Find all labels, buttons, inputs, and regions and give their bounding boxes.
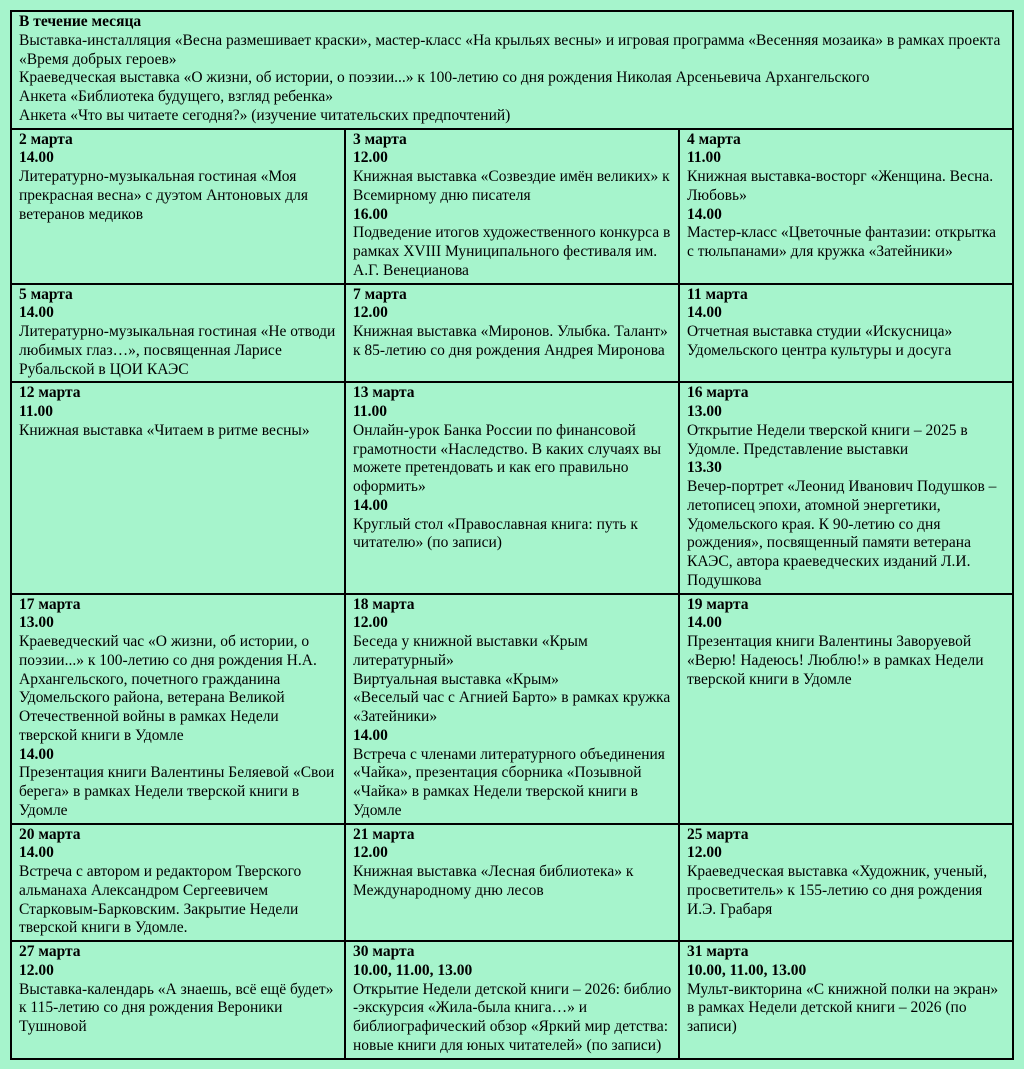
event-description: Литературно-музыкальная гостиная «Не отводи любимых глаз…», посвященная Ларисе Рубальской в ЦОИ КАЭС bbox=[19, 323, 336, 378]
day-cell bbox=[679, 941, 1013, 1059]
calendar-row bbox=[11, 382, 1013, 593]
calendar-row bbox=[11, 129, 1013, 284]
month-event-line: Анкета «Что вы читаете сегодня?» (изучение читательских предпочтений) bbox=[19, 106, 511, 124]
event-time: 12.00 bbox=[353, 149, 388, 167]
event-description: Книжная выставка «Миронов. Улыбка. Талант» к 85-летию со дня рождения Андрея Миронова bbox=[353, 323, 668, 359]
event-description: Встреча с членами литературного объединения «Чайка», презентация сборника «Позывной «Чайка» в рамках Недели тверской книги в Удомле bbox=[353, 745, 665, 819]
day-cell bbox=[345, 824, 679, 942]
day-cell bbox=[679, 824, 1013, 942]
day-cell bbox=[11, 284, 345, 383]
event-description: Подведение итогов художественного конкурса в рамках XVIII Муниципального фестиваля им. А.Г. Венецианова bbox=[353, 224, 671, 279]
event-description: Презентация книги Валентины Беляевой «Свои берега» в рамках Недели тверской книги в Удомле bbox=[19, 764, 335, 819]
calendar-row bbox=[11, 284, 1013, 383]
day-cell bbox=[679, 594, 1013, 824]
day-cell bbox=[11, 129, 345, 284]
events-table bbox=[10, 10, 1014, 1060]
event-time: 12.00 bbox=[19, 961, 54, 979]
event-description: Мастер-класс «Цветочные фантазии: открытка с тюльпанами» для кружка «Затейники» bbox=[687, 224, 997, 260]
day-date: 30 марта bbox=[353, 943, 415, 960]
event-time: 11.00 bbox=[353, 403, 388, 420]
month-header-row bbox=[11, 11, 1013, 129]
event-time: 12.00 bbox=[353, 304, 388, 322]
event-description: Вечер-портрет «Леонид Иванович Подушков – летописец эпохи, атомной энергетики, Удомельского края. К 90-летию со дня рождения», посвященный памяти ветерана КАЭС, автора краеведческих изданий Л.И. Подушкова bbox=[687, 478, 997, 589]
month-header-cell bbox=[11, 11, 1013, 129]
event-time: 13.30 bbox=[687, 459, 722, 477]
event-time: 16.00 bbox=[353, 205, 388, 223]
event-time: 14.00 bbox=[19, 745, 54, 763]
event-time: 11.00 bbox=[687, 149, 722, 167]
event-time: 14.00 bbox=[353, 496, 388, 514]
event-time: 10.00, 11.00, 13.00 bbox=[353, 961, 473, 979]
day-cell bbox=[679, 284, 1013, 383]
event-time: 11.00 bbox=[19, 403, 54, 420]
calendar-row bbox=[11, 824, 1013, 942]
day-date: 18 марта bbox=[353, 595, 415, 613]
month-event-line: Анкета «Библиотека будущего, взгляд ребенка» bbox=[19, 88, 333, 105]
day-cell bbox=[679, 129, 1013, 284]
event-time: 12.00 bbox=[353, 614, 388, 632]
month-event-line: Краеведческая выставка «О жизни, об истории, о поэзии...» к 100-летию со дня рождения Николая Арсеньевича Архангельского bbox=[19, 69, 870, 87]
event-description: Открытие Недели тверской книги – 2025 в Удомле. Представление выставки bbox=[687, 421, 968, 458]
event-description: Беседа у книжной выставки «Крым литературный» bbox=[353, 633, 588, 669]
event-description: «Веселый час с Агнией Барто» в рамках кружка «Затейники» bbox=[353, 689, 671, 725]
day-date: 27 марта bbox=[19, 943, 81, 960]
event-time: 14.00 bbox=[687, 304, 722, 322]
day-cell bbox=[345, 382, 679, 593]
month-event-line: Выставка-инсталляция «Весна размешивает краски», мастер-класс «На крыльях весны» и игровая программа «Весенняя мозаика» в рамках проекта «Время добрых героев» bbox=[19, 31, 1001, 68]
event-time: 14.00 bbox=[19, 844, 54, 862]
events-table-body bbox=[11, 11, 1013, 1059]
event-time: 13.00 bbox=[687, 403, 722, 420]
event-description: Книжная выставка «Читаем в ритме весны» bbox=[19, 421, 310, 439]
event-time: 14.00 bbox=[19, 149, 54, 167]
day-date: 2 марта bbox=[19, 130, 73, 148]
day-cell bbox=[11, 824, 345, 942]
event-description: Выставка-календарь «А знаешь, всё ещё будет» к 115-летию со дня рождения Вероники Тушновой bbox=[19, 980, 334, 1035]
event-time: 12.00 bbox=[353, 844, 388, 862]
event-description: Книжная выставка «Лесная библиотека» к Международному дню лесов bbox=[353, 863, 634, 899]
day-date: 3 марта bbox=[353, 130, 407, 148]
day-date: 11 марта bbox=[687, 285, 748, 303]
day-date: 31 марта bbox=[687, 943, 749, 960]
day-cell bbox=[345, 129, 679, 284]
day-date: 17 марта bbox=[19, 595, 81, 613]
day-date: 16 марта bbox=[687, 384, 749, 402]
event-description: Презентация книги Валентины Заворуевой «Верю! Надеюсь! Люблю!» в рамках Недели тверской книги в Удомле bbox=[687, 633, 984, 688]
event-time: 14.00 bbox=[19, 304, 54, 322]
event-description: Книжная выставка «Созвездие имён великих» к Всемирному дню писателя bbox=[353, 168, 670, 204]
day-date: 4 марта bbox=[687, 130, 741, 148]
event-description: Книжная выставка-восторг «Женщина. Весна. Любовь» bbox=[687, 168, 994, 204]
day-cell bbox=[345, 284, 679, 383]
event-description: Отчетная выставка студии «Искусница» Удомельского центра культуры и досуга bbox=[687, 323, 953, 359]
day-cell bbox=[345, 941, 679, 1059]
event-description: Литературно-музыкальная гостиная «Моя прекрасная весна» с дуэтом Антоновых для ветеранов медиков bbox=[19, 168, 309, 223]
event-description: Встреча с автором и редактором Тверского альманаха Александром Сергеевичем Старковым-Барковским. Закрытие Недели тверской книги в Удомле. bbox=[19, 863, 302, 937]
event-time: 12.00 bbox=[687, 844, 722, 862]
day-cell bbox=[11, 941, 345, 1059]
month-header-title: В течение месяца bbox=[19, 13, 142, 30]
event-description: Виртуальная выставка «Крым» bbox=[353, 670, 559, 688]
day-date: 5 марта bbox=[19, 285, 73, 303]
day-date: 25 марта bbox=[687, 825, 749, 843]
day-cell bbox=[11, 594, 345, 824]
event-time: 14.00 bbox=[353, 726, 388, 744]
event-description: Краеведческая выставка «Художник, ученый, просветитель» к 155-летию со дня рождения И.Э. Грабаря bbox=[687, 863, 988, 918]
day-date: 13 марта bbox=[353, 384, 415, 402]
day-cell bbox=[679, 382, 1013, 593]
day-date: 12 марта bbox=[19, 384, 81, 402]
event-time: 10.00, 11.00, 13.00 bbox=[687, 961, 807, 979]
event-description: Открытие Недели детской книги – 2026: библио -экскурсия «Жила-была книга…» и библиографический обзор «Яркий мир детства: новые книги для юных читателей» (по записи) bbox=[353, 980, 672, 1054]
day-date: 7 марта bbox=[353, 285, 407, 303]
event-time: 14.00 bbox=[687, 614, 722, 632]
event-time: 13.00 bbox=[19, 614, 54, 632]
day-date: 21 марта bbox=[353, 825, 415, 843]
event-description: Круглый стол «Православная книга: путь к читателю» (по записи) bbox=[353, 515, 638, 552]
event-description: Мульт-викторина «С книжной полки на экран» в рамках Недели детской книги – 2026 (по записи) bbox=[687, 980, 999, 1035]
calendar-row bbox=[11, 594, 1013, 824]
day-cell bbox=[345, 594, 679, 824]
event-description: Краеведческий час «О жизни, об истории, о поэзии...» к 100-летию со дня рождения Н.А. Архангельского, почетного гражданина Удомельского района, ветерана Великой Отечественной войны в рамках Недели тверской книги в Удомле bbox=[19, 633, 317, 744]
calendar-row bbox=[11, 941, 1013, 1059]
event-time: 14.00 bbox=[687, 205, 722, 223]
day-cell bbox=[11, 382, 345, 593]
event-description: Онлайн-урок Банка России по финансовой грамотности «Наследство. В каких случаях вы можете претендовать и как его правильно оформить» bbox=[353, 421, 662, 495]
day-date: 19 марта bbox=[687, 595, 749, 613]
day-date: 20 марта bbox=[19, 825, 81, 843]
